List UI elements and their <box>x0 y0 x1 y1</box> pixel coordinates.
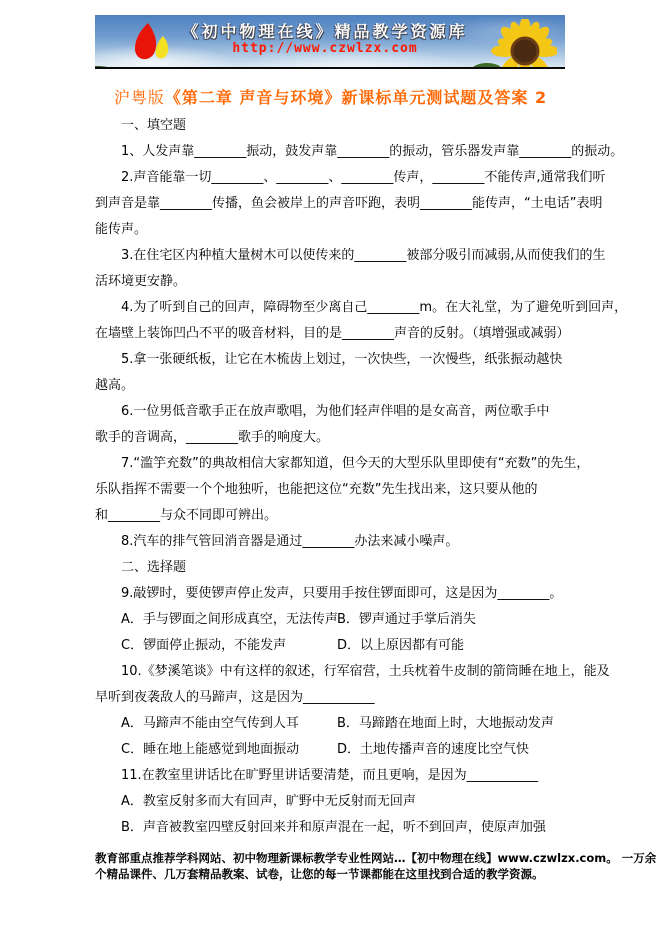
document-title-main: 《第二章 声音与环境》新课标单元测试题及答案 2 <box>164 88 548 107</box>
question-5-line1: 5.拿一张硬纸板，让它在木梳齿上划过，一次快些，一次慢些，纸张振动越快 <box>121 352 563 367</box>
footer-line-1: 教育部重点推荐学科网站、初中物理新课标教学专业性网站…【初中物理在线】www.czwlzx.com。 一万余 <box>95 851 657 865</box>
foliage-icon <box>95 55 137 69</box>
question-7-line2: 乐队指挥不需要一个个地独听，也能把这位“充数”先生找出来，这只要从他的 <box>95 482 538 497</box>
question-9-options-ab <box>95 607 569 633</box>
question-10-options-cd-right: D．土地传播声音的速度比空气快 <box>337 742 530 757</box>
question-5-line2: 越高。 <box>95 378 135 393</box>
site-title: 《初中物理在线》精品教学资源库 <box>182 22 468 41</box>
question-9-options-ab-right: B．锣声通过手掌后消失 <box>337 612 476 627</box>
question-6-line1: 6.一位男低音歌手正在放声歌唱，为他们轻声伴唱的是女高音，两位歌手中 <box>121 404 550 419</box>
question-10-options-ab <box>95 711 569 737</box>
question-9-options-cd-left: C．锣面停止振动，不能发声 <box>121 638 287 653</box>
question-9-options-ab-left: A．手与锣面之间形成真空，无法传声 <box>121 612 338 627</box>
question-9-options-cd <box>95 633 569 659</box>
question-10-options-ab-left: A．马蹄声不能由空气传到人耳 <box>121 716 299 731</box>
question-2-line3: 能传声。 <box>95 222 148 237</box>
question-2-line2: 到声音是靠________传播，鱼会被岸上的声音吓跑，表明________能传声，“土电话”表明 <box>95 196 603 211</box>
document-body <box>95 113 628 841</box>
question-7-line3: 和________与众不同即可辨出。 <box>95 508 278 523</box>
question-10-options-ab-right: B．马蹄踏在地面上时，大地振动发声 <box>337 716 554 731</box>
section-2-heading: 二、选择题 <box>121 560 187 575</box>
document-title <box>0 85 661 108</box>
question-1: 1、人发声靠________振动，鼓发声靠________的振动，管乐器发声靠________的振动。 <box>121 144 624 159</box>
site-banner <box>95 15 565 69</box>
question-6-line2: 歌手的音调高，________歌手的响度大。 <box>95 430 330 445</box>
question-11: 11.在教室里讲话比在旷野里讲话要清楚，而且更响，是因为___________ <box>121 768 539 783</box>
question-10-options-cd <box>95 737 569 763</box>
page-footer <box>95 850 657 882</box>
question-7-line1: 7.“滥竽充数”的典故相信大家都知道，但今天的大型乐队里即使有“充数”的先生， <box>121 456 590 471</box>
question-9: 9.敲锣时，要使锣声停止发声，只要用手按住锣面即可，这是因为________。 <box>121 586 563 601</box>
question-2-line1: 2.声音能靠一切________、________、________传声，________不能传声,通常我们听 <box>121 170 606 185</box>
footer-line-2: 个精品课件、几万套精品教案、试卷，让您的每一节课都能在这里找到合适的教学资源。 <box>95 867 544 881</box>
question-8: 8.汽车的排气管回消音器是通过________办法来减小噪声。 <box>121 534 459 549</box>
question-3-line1: 3.在住宅区内种植大量树木可以使传来的________被部分吸引而减弱,从而使我们的生 <box>121 248 606 263</box>
question-10-line2: 早听到夜袭敌人的马蹄声，这是因为___________ <box>95 690 375 705</box>
question-9-options-cd-right: D．以上原因都有可能 <box>337 638 465 653</box>
site-url: http://www.czwlzx.com <box>232 41 418 56</box>
question-10-options-cd-left: C．睡在地上能感觉到地面振动 <box>121 742 300 757</box>
question-4-line2: 在墙壁上装饰凹凸不平的吸音材料，目的是________声音的反射。（填增强或减弱） <box>95 326 570 341</box>
question-11-option-b: B．声音被教室四壁反射回来并和原声混在一起，听不到回声，使原声加强 <box>121 820 546 835</box>
question-10-line1: 10.《梦溪笔谈》中有这样的叙述，行军宿营，土兵枕着牛皮制的箭筒睡在地上，能及 <box>121 664 610 679</box>
document-title-prefix: 沪粤版 <box>113 88 165 107</box>
question-11-option-a: A．教室反射多而大有回声，旷野中无反射而无回声 <box>121 794 416 809</box>
question-3-line2: 活环境更安静。 <box>95 274 187 289</box>
question-4-line1: 4.为了听到自己的回声，障碍物至少离自己________m。在大礼堂，为了避免听到回声， <box>121 300 628 315</box>
sunflower-icon <box>473 19 557 69</box>
section-1-heading: 一、填空题 <box>121 118 187 133</box>
